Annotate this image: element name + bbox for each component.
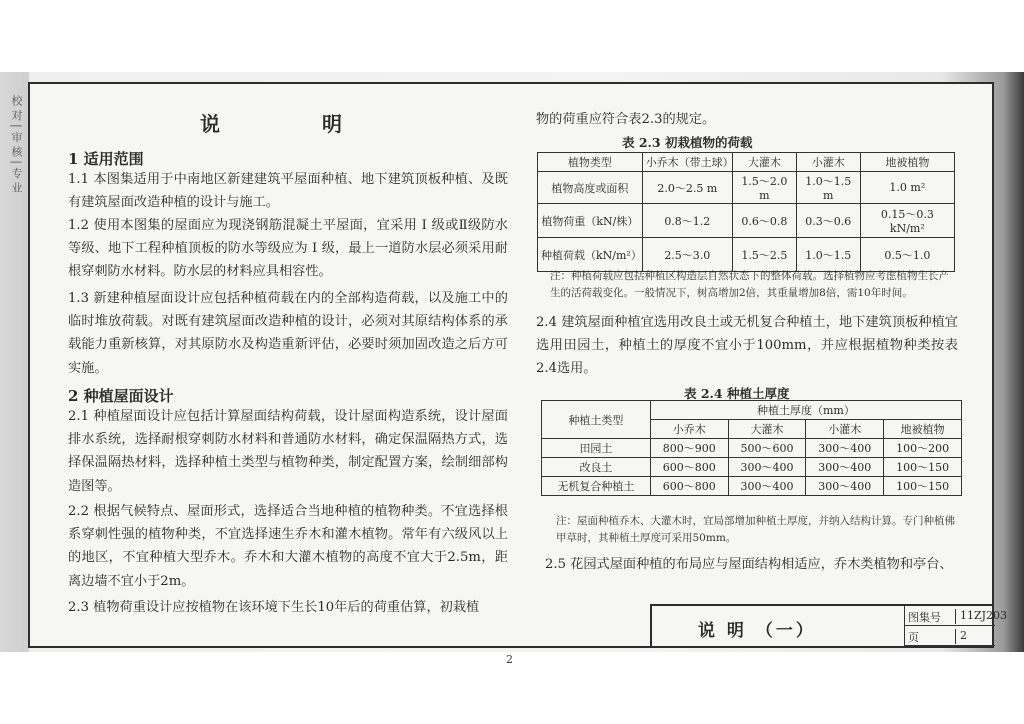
- table-cell: 大灌木: [728, 420, 806, 439]
- table-cell: 100～200: [884, 439, 962, 458]
- table-cell: 100～150: [884, 458, 962, 477]
- table-cell: 地被植物: [884, 420, 962, 439]
- table-row: [542, 401, 962, 420]
- table-cell: 0.5～1.0: [860, 238, 954, 272]
- table-row: [542, 439, 962, 458]
- table-2-3: [537, 152, 955, 272]
- table-cell: 大灌木: [732, 153, 796, 172]
- table-cell: 1.0～1.5 m: [796, 172, 860, 204]
- title-right-char: 明: [322, 112, 344, 136]
- table-cell: 800～900: [650, 439, 728, 458]
- atlas-number-row: [905, 606, 1008, 626]
- title-block-grid: [904, 606, 1008, 646]
- paragraph-2-3: 2.3 植物荷重设计应按植物在该环境下生长10年后的荷重估算，初栽植: [68, 600, 480, 615]
- table-cell: 600～800: [650, 458, 728, 477]
- table-cell: 2.5～3.0: [642, 238, 732, 272]
- table-cell: 植物类型: [538, 153, 643, 172]
- table-cell: 小灌木: [806, 420, 884, 439]
- page-label: 页: [908, 631, 919, 644]
- table-cell: 0.6～0.8: [732, 204, 796, 238]
- table-cell: 300～400: [728, 458, 806, 477]
- paragraph-2-1: 2.1 种植屋面设计应包括计算屋面结构荷载，设计屋面构造系统，设计屋面排水系统，选择耐根穿刺防水材料和普通防水材料，确定保温隔热方式，选择保温隔热材料，选择种植土类型与植物种类，制定配置方案，绘制细部构造图等。: [68, 409, 508, 494]
- table-row: [542, 458, 962, 477]
- table-2-4: [541, 400, 962, 496]
- title-block: [650, 604, 1008, 646]
- table-2-3-note: 注：种植荷载应包括种植区构造层自然状态下的整体荷载。选择植物应考虑植物生长产生的活荷载变化。一般情况下，树高增加2倍，其重量增加8倍，需10年时间。: [550, 270, 949, 299]
- table-cell: 300～400: [806, 477, 884, 496]
- table-cell: 1.5～2.5: [732, 238, 796, 272]
- title-left-char: 说: [200, 112, 222, 136]
- page-title: [200, 108, 444, 137]
- table-cell: 100～150: [884, 477, 962, 496]
- paragraph-2-4: 2.4 建筑屋面种植宜选用改良土或无机复合种植土，地下建筑顶板种植宜选用田园土，种植土的厚度不宜小于100mm，并应根据植物种类按表2.4选用。: [536, 315, 958, 377]
- table-cell: 小灌木: [796, 153, 860, 172]
- page-row: [905, 626, 995, 646]
- table-cell: 无机复合种植土: [542, 477, 651, 496]
- table-cell: 改良土: [542, 458, 651, 477]
- table-cell: 种植土厚度（mm）: [650, 401, 961, 420]
- table-cell: 种植荷载（kN/m²）: [538, 238, 643, 272]
- table-2-4-caption: 表 2.4 种植土厚度: [684, 386, 790, 401]
- table-row: [538, 172, 955, 204]
- atlas-number-label: 图集号: [908, 611, 941, 624]
- paragraph-1-2: 1.2 使用本图集的屋面应为现浇钢筋混凝土平屋面，宜采用 Ⅰ 级或Ⅱ级防水等级、地下工程种植顶板的防水等级应为 Ⅰ 级，最上一道防水层必须采用耐根穿刺防水材料。防水层的材料应具相容性。: [68, 218, 508, 280]
- table-cell: 600～800: [650, 477, 728, 496]
- table-row: [538, 153, 955, 172]
- section-heading-1: 1 适用范围: [68, 150, 144, 168]
- table-cell: 0.3～0.6: [796, 204, 860, 238]
- binding-strip-text: 校 对 | 审 核 | 专 业: [10, 95, 23, 193]
- table-cell: 1.5～2.0 m: [732, 172, 796, 204]
- table-cell: 植物荷重（kN/株）: [538, 204, 643, 238]
- table-cell: 小乔木（带土球）: [642, 153, 732, 172]
- paragraph-2-5: 2.5 花园式屋面种植的布局应与屋面结构相适应，乔木类植物和亭台、: [545, 557, 953, 572]
- table-cell: 小乔木: [650, 420, 728, 439]
- page-number: 2: [506, 653, 513, 666]
- table-row: [538, 204, 955, 238]
- page-value: 2: [955, 629, 967, 644]
- table-cell: 田园土: [542, 439, 651, 458]
- table-2-4-note: 注：屋面种植乔木、大灌木时，宜局部增加种植土厚度，并纳入结构计算。专门种植佛甲草时，其种植土厚度可采用50mm。: [556, 515, 955, 544]
- table-cell: 1.0～1.5: [796, 238, 860, 272]
- table-cell: 300～400: [806, 439, 884, 458]
- table-cell: 2.0～2.5 m: [642, 172, 732, 204]
- table-cell: 0.15～0.3 kN/m²: [860, 204, 954, 238]
- table-row: [538, 238, 955, 272]
- table-row: [542, 477, 962, 496]
- atlas-number-value: 11ZJ203: [955, 609, 1007, 624]
- table-cell: 植物高度或面积: [538, 172, 643, 204]
- paragraph-1-3: 1.3 新建种植屋面设计应包括种植荷载在内的全部构造荷载，以及施工中的临时堆放荷载。对既有建筑屋面改造种植的设计，必须对其原结构体系的承载能力重新核算，对其原防水及构造重新评估，必要时须加固改造之后方可实施。: [68, 291, 508, 376]
- table-cell: 300～400: [806, 458, 884, 477]
- table-cell: 300～400: [728, 477, 806, 496]
- table-cell: 1.0 m²: [860, 172, 954, 204]
- table-cell: 0.8～1.2: [642, 204, 732, 238]
- table-cell: 地被植物: [860, 153, 954, 172]
- table-2-3-caption: 表 2.3 初栽植物的荷载: [622, 135, 753, 150]
- paragraph-1-1: 1.1 本图集适用于中南地区新建建筑平屋面种植、地下建筑顶板种植、及既有建筑屋面改造种植的设计与施工。: [68, 172, 508, 211]
- title-block-heading: 说 明 （一）: [698, 621, 816, 641]
- paragraph-2-3-continued: 物的荷重应符合表2.3的规定。: [536, 112, 716, 127]
- table-cell: 种植土类型: [542, 401, 651, 439]
- paragraph-2-2: 2.2 根据气候特点、屋面形式，选择适合当地种植的植物种类。不宜选择根系穿刺性强的植物种类，不宜选择速生乔木和灌木植物。常年有六级风以上的地区，不宜种植大型乔木。乔木和大灌木植物的高度不宜大于2.5m，距离边墙不宜小于2m。: [68, 504, 508, 589]
- table-cell: 500～600: [728, 439, 806, 458]
- section-heading-2: 2 种植屋面设计: [68, 387, 174, 405]
